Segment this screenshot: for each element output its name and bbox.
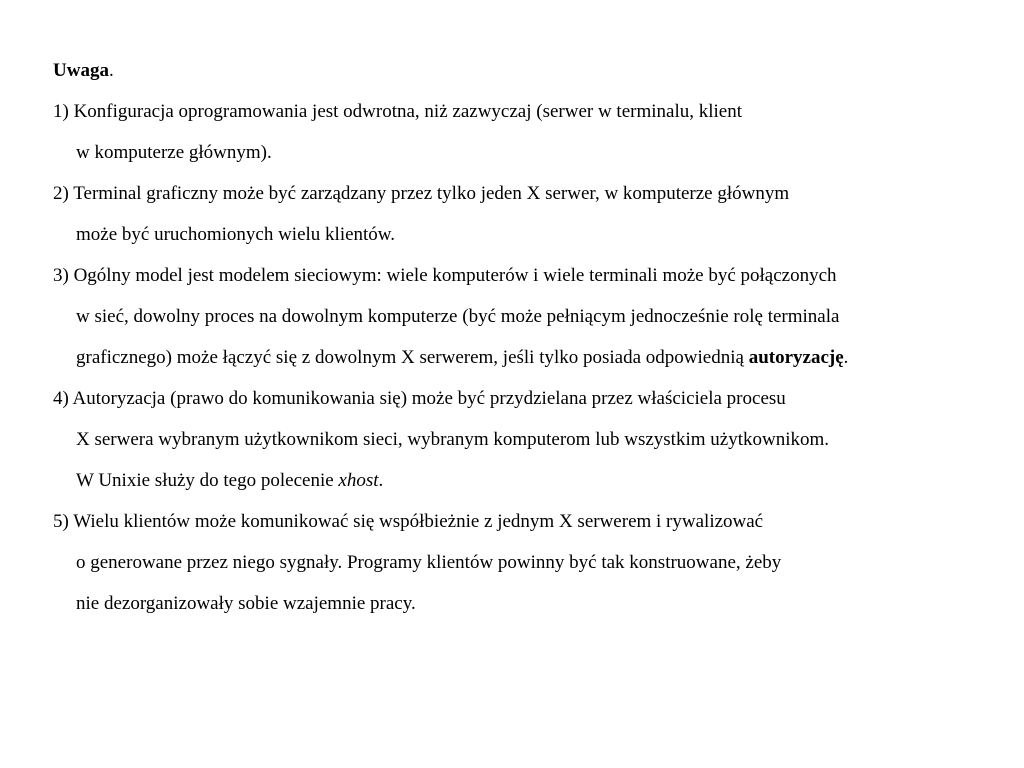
slide-content xyxy=(53,50,1013,624)
item-1-line-2: w komputerze głównym). xyxy=(76,142,272,163)
item-3-line-3-text: graficznego) może łączyć się z dowolnym X serwerem, jeśli tylko posiada odpowiednią xyxy=(76,347,749,368)
note-heading xyxy=(53,50,1013,91)
authorization-term: autoryzację xyxy=(748,347,844,368)
item-2-line-1: 2) Terminal graficzny może być zarządzany przez tylko jeden X serwer, w komputerze głównym xyxy=(53,183,790,204)
item-3-line-3-punct: . xyxy=(843,347,849,368)
item-5-line-1: 5) Wielu klientów może komunikować się współbieżnie z jednym X serwerem i rywalizować xyxy=(53,511,764,532)
item-3-line-2: w sieć, dowolny proces na dowolnym komputerze (być może pełniącym jednocześnie rolę terminala xyxy=(76,306,840,327)
item-3-line-3 xyxy=(53,337,1013,378)
item-4-line-3-punct: . xyxy=(378,470,384,491)
item-2-line-2: może być uruchomionych wielu klientów. xyxy=(76,224,396,245)
item-4-line-3-text: W Unixie służy do tego polecenie xyxy=(76,470,339,491)
item-3-line-1: 3) Ogólny model jest modelem sieciowym: wiele komputerów i wiele terminali może być połączonych xyxy=(53,265,837,286)
item-1-line-1: 1) Konfiguracja oprogramowania jest odwrotna, niż zazwyczaj (serwer w terminalu, klient xyxy=(53,101,743,122)
item-5-line-2: o generowane przez niego sygnały. Programy klientów powinny być tak konstruowane, żeby xyxy=(76,552,782,573)
item-4-line-2: X serwera wybranym użytkownikom sieci, wybranym komputerom lub wszystkim użytkownikom. xyxy=(76,429,830,450)
note-title-punct: . xyxy=(108,60,114,81)
xhost-command: xhost xyxy=(338,470,379,491)
note-title: Uwaga xyxy=(53,60,109,81)
item-4-line-3 xyxy=(53,460,1013,501)
item-4-line-1: 4) Autoryzacja (prawo do komunikowania się) może być przydzielana przez właściciela procesu xyxy=(53,388,786,409)
item-5-line-3: nie dezorganizowały sobie wzajemnie pracy. xyxy=(76,593,416,614)
